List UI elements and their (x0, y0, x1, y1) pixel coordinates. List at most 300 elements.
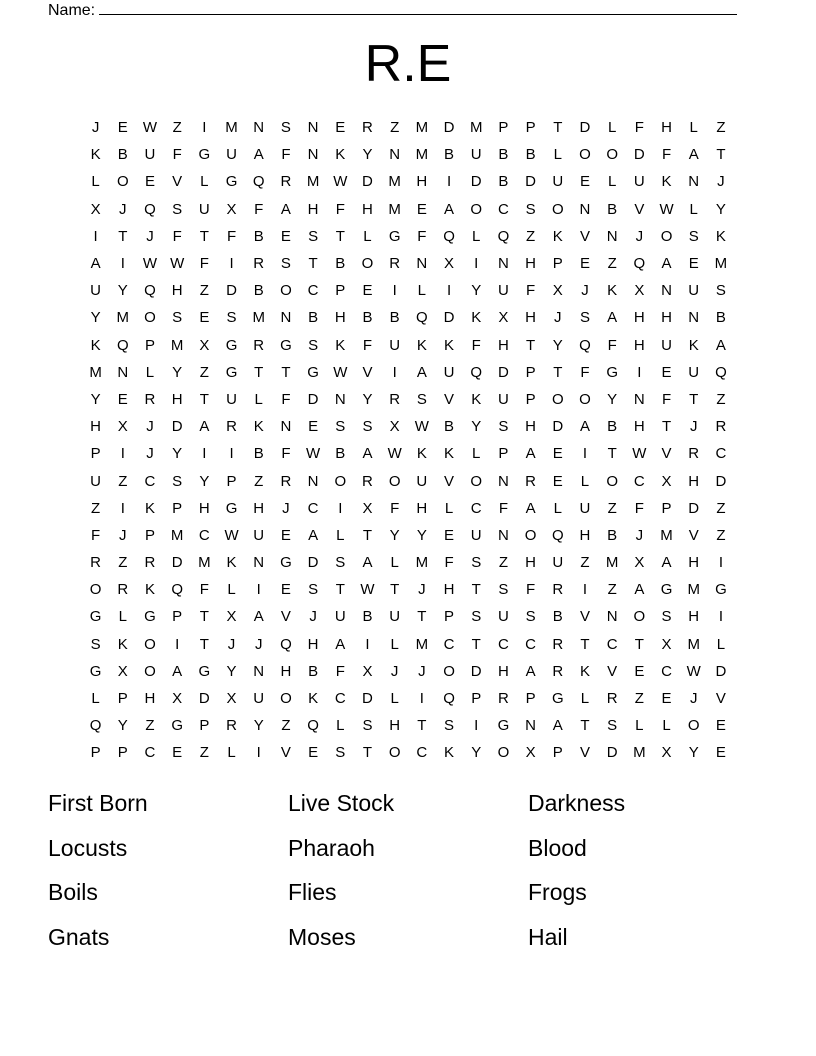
grid-letter[interactable]: Y (362, 146, 373, 164)
grid-letter[interactable]: C (416, 744, 428, 762)
grid-letter[interactable]: N (389, 146, 401, 164)
grid-letter[interactable]: S (308, 336, 319, 354)
grid-letter[interactable]: V (280, 608, 291, 626)
grid-letter[interactable]: V (661, 445, 672, 463)
grid-letter[interactable]: O (579, 390, 591, 408)
grid-letter[interactable]: P (335, 282, 346, 300)
grid-letter[interactable]: O (144, 309, 156, 327)
grid-letter[interactable]: V (579, 227, 590, 245)
grid-letter[interactable]: D (362, 173, 373, 191)
grid-letter[interactable]: B (607, 200, 618, 218)
grid-letter[interactable]: U (253, 690, 265, 708)
grid-letter[interactable]: T (308, 255, 318, 273)
grid-letter[interactable]: Z (145, 717, 155, 735)
grid-letter[interactable]: J (282, 499, 290, 517)
grid-letter[interactable]: Y (715, 200, 726, 218)
grid-letter[interactable]: F (281, 445, 291, 463)
grid-letter[interactable]: N (497, 472, 509, 490)
grid-letter[interactable]: S (280, 255, 291, 273)
grid-letter[interactable]: Z (634, 690, 644, 708)
grid-letter[interactable]: L (580, 472, 590, 490)
grid-letter[interactable]: B (444, 418, 455, 436)
grid-letter[interactable]: A (444, 200, 455, 218)
grid-letter[interactable]: G (198, 146, 211, 164)
grid-letter[interactable]: M (225, 119, 238, 137)
grid-letter[interactable]: B (253, 445, 264, 463)
grid-letter[interactable]: P (172, 499, 183, 517)
grid-letter[interactable]: H (497, 662, 509, 680)
grid-letter[interactable]: S (172, 200, 183, 218)
grid-letter[interactable]: I (582, 445, 588, 463)
grid-letter[interactable]: P (144, 336, 155, 354)
grid-letter[interactable]: T (118, 227, 128, 245)
grid-letter[interactable]: M (170, 336, 184, 354)
grid-letter[interactable]: F (607, 336, 617, 354)
grid-letter[interactable]: K (117, 635, 128, 653)
grid-letter[interactable]: O (551, 390, 564, 408)
grid-letter[interactable]: O (551, 200, 564, 218)
grid-letter[interactable]: N (688, 309, 700, 327)
grid-letter[interactable]: K (688, 336, 699, 354)
grid-letter[interactable]: Y (226, 662, 237, 680)
grid-letter[interactable]: B (362, 309, 373, 327)
grid-letter[interactable]: U (443, 363, 455, 381)
grid-letter[interactable]: K (552, 227, 563, 245)
grid-letter[interactable]: B (308, 309, 319, 327)
grid-letter[interactable]: S (525, 200, 536, 218)
grid-letter[interactable]: E (634, 662, 645, 680)
grid-letter[interactable]: I (446, 282, 452, 300)
grid-letter[interactable]: P (226, 472, 237, 490)
grid-letter[interactable]: R (362, 472, 373, 490)
grid-letter[interactable]: F (661, 146, 672, 164)
grid-letter[interactable]: H (688, 472, 700, 490)
grid-letter[interactable]: W (142, 119, 158, 137)
grid-letter[interactable]: E (308, 744, 319, 762)
grid-letter[interactable]: T (580, 635, 590, 653)
grid-letter[interactable]: O (606, 472, 618, 490)
grid-letter[interactable]: L (91, 690, 100, 708)
grid-letter[interactable]: A (362, 445, 373, 463)
grid-letter[interactable]: U (253, 526, 265, 544)
grid-letter[interactable]: M (714, 255, 728, 273)
grid-letter[interactable]: L (607, 173, 617, 191)
grid-letter[interactable]: C (144, 472, 156, 490)
grid-letter[interactable]: J (227, 635, 236, 653)
grid-letter[interactable]: H (633, 418, 645, 436)
grid-letter[interactable]: Y (471, 744, 482, 762)
grid-letter[interactable]: E (308, 418, 319, 436)
grid-letter[interactable]: F (281, 390, 291, 408)
grid-letter[interactable]: M (306, 173, 320, 191)
grid-letter[interactable]: Q (579, 336, 591, 354)
grid-letter[interactable]: C (470, 499, 482, 517)
grid-letter[interactable]: Y (416, 526, 427, 544)
grid-letter[interactable]: N (661, 282, 672, 300)
grid-letter[interactable]: P (199, 717, 210, 735)
grid-letter[interactable]: U (552, 554, 564, 572)
grid-letter[interactable]: P (525, 363, 536, 381)
grid-letter[interactable]: T (607, 445, 617, 463)
grid-letter[interactable]: I (93, 227, 98, 245)
grid-letter[interactable]: J (581, 282, 589, 300)
grid-letter[interactable]: W (632, 445, 647, 463)
grid-letter[interactable]: T (254, 363, 264, 381)
grid-letter[interactable]: L (227, 744, 236, 762)
grid-letter[interactable]: O (334, 472, 347, 490)
grid-letter[interactable]: D (171, 418, 183, 436)
grid-letter[interactable]: R (552, 635, 564, 653)
grid-letter[interactable]: S (362, 418, 373, 436)
grid-letter[interactable]: H (416, 499, 428, 517)
grid-letter[interactable]: L (336, 526, 345, 544)
grid-letter[interactable]: A (661, 554, 672, 572)
grid-letter[interactable]: I (365, 635, 370, 653)
grid-letter[interactable]: Y (90, 309, 101, 327)
grid-letter[interactable]: V (634, 200, 645, 218)
grid-letter[interactable]: H (198, 499, 210, 517)
grid-letter[interactable]: H (688, 608, 700, 626)
grid-letter[interactable]: D (470, 662, 482, 680)
grid-letter[interactable]: E (335, 119, 346, 137)
grid-letter[interactable]: L (118, 608, 127, 626)
grid-letter[interactable]: I (419, 690, 424, 708)
grid-letter[interactable]: Q (252, 173, 265, 191)
grid-letter[interactable]: F (444, 554, 454, 572)
grid-letter[interactable]: C (198, 526, 210, 544)
grid-letter[interactable]: T (281, 363, 291, 381)
grid-letter[interactable]: J (689, 690, 698, 708)
grid-letter[interactable]: E (715, 717, 726, 735)
grid-letter[interactable]: Q (416, 309, 428, 327)
grid-letter[interactable]: F (634, 499, 644, 517)
grid-letter[interactable]: K (444, 744, 455, 762)
grid-letter[interactable]: U (90, 472, 102, 490)
grid-letter[interactable]: Y (471, 418, 482, 436)
grid-letter[interactable]: E (117, 119, 128, 137)
grid-letter[interactable]: O (388, 472, 401, 490)
grid-letter[interactable]: B (253, 227, 264, 245)
grid-letter[interactable]: W (387, 445, 402, 463)
grid-letter[interactable]: K (416, 445, 427, 463)
grid-letter[interactable]: W (333, 173, 348, 191)
grid-letter[interactable]: T (199, 390, 209, 408)
grid-letter[interactable]: O (388, 744, 401, 762)
grid-letter[interactable]: Z (607, 499, 617, 517)
grid-letter[interactable]: E (444, 526, 455, 544)
grid-letter[interactable]: G (715, 581, 727, 599)
grid-letter[interactable]: O (579, 146, 591, 164)
grid-letter[interactable]: U (470, 526, 482, 544)
grid-letter[interactable]: F (335, 662, 345, 680)
grid-letter[interactable]: L (417, 282, 427, 300)
grid-letter[interactable]: A (172, 662, 183, 680)
grid-letter[interactable]: K (471, 309, 482, 327)
grid-letter[interactable]: N (688, 173, 700, 191)
grid-letter[interactable]: U (688, 363, 700, 381)
grid-letter[interactable]: H (525, 255, 537, 273)
grid-letter[interactable]: A (525, 499, 536, 517)
grid-letter[interactable]: E (661, 363, 672, 381)
grid-letter[interactable]: D (307, 554, 319, 572)
grid-letter[interactable]: C (633, 472, 645, 490)
grid-letter[interactable]: N (253, 554, 265, 572)
grid-letter[interactable]: A (552, 717, 563, 735)
grid-letter[interactable]: E (688, 255, 699, 273)
grid-letter[interactable]: S (525, 608, 536, 626)
grid-letter[interactable]: N (280, 309, 292, 327)
grid-letter[interactable]: Z (716, 499, 726, 517)
grid-letter[interactable]: R (606, 690, 618, 708)
grid-letter[interactable]: S (416, 390, 427, 408)
grid-letter[interactable]: P (444, 608, 455, 626)
grid-letter[interactable]: R (389, 390, 401, 408)
grid-letter[interactable]: I (338, 499, 343, 517)
grid-letter[interactable]: I (637, 363, 642, 381)
grid-letter[interactable]: C (307, 282, 319, 300)
grid-letter[interactable]: U (416, 472, 428, 490)
grid-letter[interactable]: J (146, 445, 154, 463)
grid-letter[interactable]: X (199, 336, 210, 354)
grid-letter[interactable]: Q (171, 581, 183, 599)
grid-letter[interactable]: P (471, 690, 482, 708)
grid-letter[interactable]: Z (118, 472, 128, 490)
grid-letter[interactable]: N (280, 418, 292, 436)
grid-letter[interactable]: A (253, 608, 264, 626)
grid-letter[interactable]: O (116, 173, 129, 191)
grid-letter[interactable]: U (497, 282, 509, 300)
grid-letter[interactable]: S (172, 472, 183, 490)
grid-letter[interactable]: T (335, 581, 345, 599)
grid-letter[interactable]: Q (116, 336, 129, 354)
grid-letter[interactable]: O (470, 472, 483, 490)
grid-letter[interactable]: Z (716, 526, 726, 544)
grid-letter[interactable]: L (472, 227, 481, 245)
grid-letter[interactable]: T (553, 119, 563, 137)
grid-letter[interactable]: Z (580, 554, 590, 572)
grid-letter[interactable]: U (334, 608, 346, 626)
grid-letter[interactable]: F (281, 146, 291, 164)
grid-letter[interactable]: L (91, 173, 100, 191)
grid-letter[interactable]: K (444, 336, 455, 354)
grid-letter[interactable]: X (661, 635, 672, 653)
grid-letter[interactable]: D (715, 662, 727, 680)
grid-letter[interactable]: H (389, 717, 401, 735)
grid-letter[interactable]: S (471, 554, 482, 572)
grid-letter[interactable]: I (582, 581, 588, 599)
grid-letter[interactable]: P (525, 390, 536, 408)
grid-letter[interactable]: N (334, 390, 346, 408)
grid-letter[interactable]: S (226, 309, 237, 327)
grid-letter[interactable]: K (335, 146, 346, 164)
grid-letter[interactable]: F (172, 146, 182, 164)
grid-letter[interactable]: H (171, 282, 183, 300)
grid-letter[interactable]: O (89, 581, 102, 599)
grid-letter[interactable]: K (90, 146, 101, 164)
grid-letter[interactable]: H (497, 336, 509, 354)
grid-letter[interactable]: T (417, 608, 427, 626)
grid-letter[interactable]: L (145, 363, 155, 381)
grid-letter[interactable]: M (116, 309, 130, 327)
grid-letter[interactable]: K (144, 581, 155, 599)
grid-letter[interactable]: H (416, 173, 428, 191)
grid-letter[interactable]: O (660, 227, 673, 245)
grid-letter[interactable]: P (552, 744, 563, 762)
grid-letter[interactable]: M (198, 554, 211, 572)
grid-letter[interactable]: F (91, 526, 101, 544)
grid-letter[interactable]: V (280, 744, 291, 762)
grid-letter[interactable]: F (172, 227, 182, 245)
grid-letter[interactable]: I (256, 581, 261, 599)
grid-letter[interactable]: C (606, 635, 618, 653)
grid-letter[interactable]: H (525, 418, 537, 436)
grid-letter[interactable]: R (389, 255, 401, 273)
grid-letter[interactable]: D (525, 173, 537, 191)
grid-letter[interactable]: T (661, 418, 672, 436)
grid-letter[interactable]: C (715, 445, 727, 463)
grid-letter[interactable]: P (90, 445, 101, 463)
grid-letter[interactable]: T (362, 744, 373, 762)
grid-letter[interactable]: L (553, 146, 562, 164)
grid-letter[interactable]: V (579, 608, 590, 626)
grid-letter[interactable]: O (633, 608, 646, 626)
grid-letter[interactable]: S (661, 608, 672, 626)
grid-letter[interactable]: Z (172, 119, 182, 137)
grid-letter[interactable]: U (688, 282, 700, 300)
grid-letter[interactable]: L (716, 635, 726, 653)
grid-letter[interactable]: Q (443, 690, 455, 708)
grid-letter[interactable]: H (171, 390, 183, 408)
grid-letter[interactable]: N (497, 526, 509, 544)
grid-letter[interactable]: N (633, 390, 645, 408)
grid-letter[interactable]: T (417, 717, 427, 735)
grid-letter[interactable]: F (634, 119, 644, 137)
grid-letter[interactable]: O (144, 662, 156, 680)
grid-letter[interactable]: K (471, 390, 482, 408)
grid-letter[interactable]: X (90, 200, 101, 218)
grid-letter[interactable]: M (415, 119, 429, 137)
grid-letter[interactable]: J (689, 418, 698, 436)
grid-letter[interactable]: B (444, 146, 455, 164)
grid-letter[interactable]: L (444, 499, 454, 517)
grid-letter[interactable]: E (280, 227, 291, 245)
grid-letter[interactable]: G (225, 336, 238, 354)
grid-letter[interactable]: D (226, 282, 237, 300)
grid-letter[interactable]: G (497, 717, 510, 735)
grid-letter[interactable]: Y (199, 472, 210, 490)
grid-letter[interactable]: N (307, 472, 319, 490)
grid-letter[interactable]: J (254, 635, 263, 653)
grid-letter[interactable]: P (661, 499, 672, 517)
grid-letter[interactable]: O (361, 255, 374, 273)
grid-letter[interactable]: X (498, 309, 509, 327)
grid-letter[interactable]: U (497, 390, 509, 408)
grid-letter[interactable]: Z (498, 554, 508, 572)
grid-letter[interactable]: T (526, 336, 536, 354)
grid-letter[interactable]: R (525, 472, 537, 490)
grid-letter[interactable]: M (415, 146, 429, 164)
grid-letter[interactable]: D (715, 472, 727, 490)
grid-letter[interactable]: Z (526, 227, 536, 245)
grid-letter[interactable]: G (307, 363, 319, 381)
name-line[interactable] (99, 0, 737, 15)
grid-letter[interactable]: F (390, 499, 400, 517)
grid-letter[interactable]: E (579, 173, 590, 191)
grid-letter[interactable]: L (200, 173, 209, 191)
grid-letter[interactable]: L (689, 200, 698, 218)
grid-letter[interactable]: W (333, 363, 348, 381)
grid-letter[interactable]: G (606, 363, 618, 381)
grid-letter[interactable]: R (253, 255, 265, 273)
grid-letter[interactable]: W (686, 662, 701, 680)
grid-letter[interactable]: D (579, 119, 591, 137)
grid-letter[interactable]: Z (716, 390, 726, 408)
grid-letter[interactable]: N (307, 146, 319, 164)
grid-letter[interactable]: D (552, 418, 564, 436)
grid-letter[interactable]: H (253, 499, 265, 517)
grid-letter[interactable]: F (526, 581, 536, 599)
grid-letter[interactable]: U (90, 282, 102, 300)
grid-letter[interactable]: R (688, 445, 700, 463)
grid-letter[interactable]: P (117, 690, 128, 708)
grid-letter[interactable]: X (117, 662, 128, 680)
grid-letter[interactable]: V (579, 744, 590, 762)
grid-letter[interactable]: Y (172, 363, 183, 381)
grid-letter[interactable]: O (443, 662, 455, 680)
grid-letter[interactable]: M (469, 119, 483, 137)
grid-letter[interactable]: J (635, 526, 644, 544)
grid-letter[interactable]: P (90, 744, 101, 762)
grid-letter[interactable]: S (688, 227, 699, 245)
grid-letter[interactable]: S (308, 227, 319, 245)
grid-letter[interactable]: K (335, 336, 346, 354)
grid-letter[interactable]: X (634, 282, 645, 300)
grid-letter[interactable]: L (363, 227, 372, 245)
grid-letter[interactable]: K (715, 227, 726, 245)
grid-letter[interactable]: R (280, 173, 292, 191)
grid-letter[interactable]: X (661, 744, 672, 762)
grid-letter[interactable]: E (280, 526, 291, 544)
grid-letter[interactable]: Y (253, 717, 264, 735)
grid-letter[interactable]: T (471, 635, 481, 653)
grid-letter[interactable]: N (579, 200, 591, 218)
grid-letter[interactable]: T (716, 146, 726, 164)
grid-letter[interactable]: J (119, 200, 127, 218)
grid-letter[interactable]: X (444, 255, 455, 273)
grid-letter[interactable]: K (579, 662, 590, 680)
grid-letter[interactable]: E (362, 282, 373, 300)
grid-letter[interactable]: A (525, 445, 536, 463)
grid-letter[interactable]: S (335, 418, 346, 436)
grid-letter[interactable]: Z (607, 581, 617, 599)
grid-letter[interactable]: X (661, 472, 672, 490)
grid-letter[interactable]: S (607, 717, 618, 735)
grid-letter[interactable]: D (606, 744, 618, 762)
grid-letter[interactable]: T (471, 581, 481, 599)
grid-letter[interactable]: R (362, 119, 373, 137)
grid-letter[interactable]: U (226, 390, 237, 408)
grid-letter[interactable]: S (715, 282, 726, 300)
grid-letter[interactable]: N (307, 119, 319, 137)
grid-letter[interactable]: M (687, 635, 700, 653)
grid-letter[interactable]: P (172, 608, 183, 626)
grid-letter[interactable]: B (308, 662, 319, 680)
grid-letter[interactable]: A (715, 336, 726, 354)
grid-letter[interactable]: E (172, 744, 183, 762)
grid-letter[interactable]: I (120, 499, 125, 517)
grid-letter[interactable]: A (661, 255, 672, 273)
grid-letter[interactable]: K (253, 418, 264, 436)
